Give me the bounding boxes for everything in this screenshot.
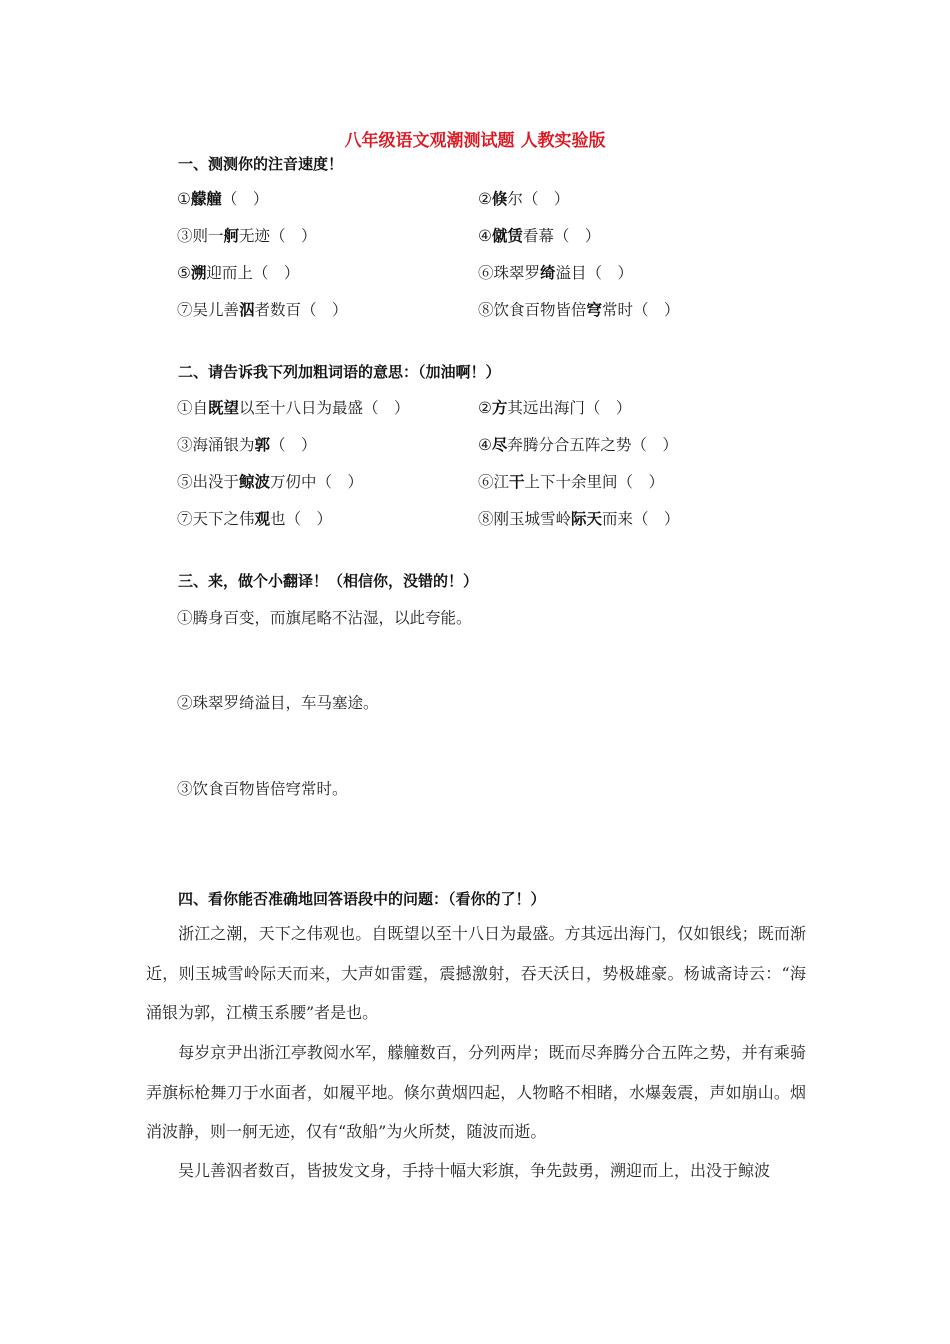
s2-item-7: ⑦天下之伟观也（ ） — [177, 510, 333, 528]
s1-item-8: ⑧饮食百物皆倍穹常时（ ） — [478, 301, 680, 319]
s2-item-8: ⑧刚玉城雪岭际天而来（ ） — [478, 510, 680, 528]
passage-paragraph-2: 每岁京尹出浙江亭教阅水军，艨艟数百，分列两岸；既而尽奔腾分合五阵之势，并有乘骑弄旗标枪舞刀于水面者，如履平地。倏尔黄烟四起，人物略不相睹，水爆轰震，声如崩山。烟消波静，则一舸无迹，仅有“敌船”为火所焚，随波而逝。 — [146, 1043, 806, 1141]
s2-item-2: ②方其远出海门（ ） — [478, 399, 632, 417]
s1-item-3: ③则一舸无迹（ ） — [177, 227, 317, 245]
s1-item-5: ⑤溯迎而上（ ） — [177, 264, 300, 282]
passage-paragraph-1: 浙江之潮，天下之伟观也。自既望以至十八日为最盛。方其远出海门，仅如银线；既而渐近，则玉城雪岭际天而来，大声如雷霆，震撼激射，吞天沃日，势极雄豪。杨诚斋诗云：“海涌银为郭，江横玉系腰”者是也。 — [146, 924, 806, 1022]
s2-item-3: ③海涌银为郭（ ） — [177, 436, 317, 454]
s1-item-1: ①艨艟（ ） — [177, 190, 269, 208]
s1-item-7: ⑦吴儿善泅者数百（ ） — [177, 301, 348, 319]
s2-item-1: ①自既望以至十八日为最盛（ ） — [177, 399, 410, 417]
s1-item-4: ④僦赁看幕（ ） — [478, 227, 601, 245]
s2-item-5: ⑤出没于鲸波万仞中（ ） — [177, 473, 364, 491]
passage-paragraph-3: 吴儿善泅者数百，皆披发文身，手持十幅大彩旗，争先鼓勇，溯迎而上，出没于鲸波 — [178, 1161, 771, 1180]
document-title: 八年级语文观潮测试题 人教实验版 — [344, 131, 606, 151]
s2-item-4: ④尽奔腾分合五阵之势（ ） — [478, 436, 678, 454]
s3-item-3: ③饮食百物皆倍穹常时。 — [177, 780, 348, 798]
s1-item-2: ②倏尔（ ） — [478, 190, 570, 208]
section4-heading: 四、看你能否准确地回答语段中的问题：（看你的了！） — [178, 890, 546, 908]
s3-item-2: ②珠翠罗绮溢目，车马塞途。 — [177, 694, 379, 712]
section2-heading: 二、请告诉我下列加粗词语的意思：（加油啊！） — [178, 363, 501, 381]
s2-item-6: ⑥江干上下十余里间（ ） — [478, 473, 665, 491]
section3-heading: 三、来，做个小翻译！（相信你，没错的！） — [178, 572, 479, 590]
s3-item-1: ①腾身百变，而旗尾略不沾湿，以此夸能。 — [177, 609, 472, 627]
section1-heading: 一、测测你的注音速度！ — [178, 155, 344, 173]
s1-item-6: ⑥珠翠罗绮溢目（ ） — [478, 264, 634, 282]
